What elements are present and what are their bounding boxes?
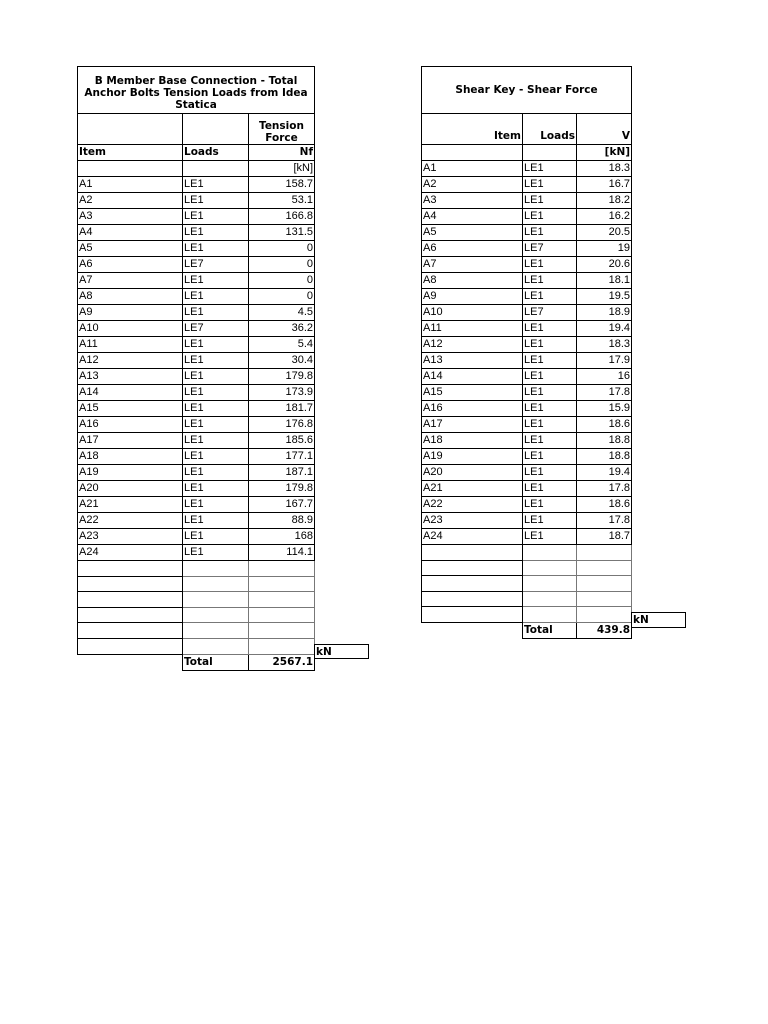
table-row <box>78 369 315 385</box>
empty-row <box>78 638 315 654</box>
table-row <box>422 513 632 529</box>
table-row <box>422 289 632 305</box>
header-blank-cell <box>183 114 249 145</box>
empty-row <box>78 592 315 608</box>
value-cell: 166.8 <box>249 209 315 225</box>
value-cell: 114.1 <box>249 545 315 561</box>
table-row <box>78 337 315 353</box>
table-row <box>422 161 632 177</box>
table-row <box>78 465 315 481</box>
empty-cell <box>249 638 315 654</box>
item-cell: A23 <box>78 529 183 545</box>
table-row <box>78 401 315 417</box>
empty-cell <box>78 576 183 592</box>
load-cell: LE1 <box>183 385 249 401</box>
table-row <box>78 225 315 241</box>
empty-cell <box>422 591 523 607</box>
value-cell: 19.4 <box>577 465 632 481</box>
table-row <box>78 305 315 321</box>
table-row <box>78 417 315 433</box>
table-row <box>422 305 632 321</box>
load-cell: LE1 <box>523 369 577 385</box>
value-cell: 19 <box>577 241 632 257</box>
load-cell: LE1 <box>183 369 249 385</box>
total-spacer <box>422 622 523 638</box>
load-cell: LE1 <box>523 465 577 481</box>
table-row <box>78 321 315 337</box>
table-row <box>78 289 315 305</box>
value-cell: 0 <box>249 241 315 257</box>
table-row <box>422 209 632 225</box>
empty-cell <box>249 607 315 623</box>
item-cell: A3 <box>78 209 183 225</box>
empty-cell <box>422 576 523 592</box>
value-cell: 16 <box>577 369 632 385</box>
value-cell: 19.4 <box>577 321 632 337</box>
empty-cell <box>523 607 577 623</box>
item-cell: A14 <box>78 385 183 401</box>
table-row <box>78 449 315 465</box>
item-cell: A13 <box>78 369 183 385</box>
load-cell: LE1 <box>183 193 249 209</box>
value-cell: 131.5 <box>249 225 315 241</box>
empty-cell <box>249 576 315 592</box>
total-spacer <box>78 654 183 670</box>
item-cell: A20 <box>422 465 523 481</box>
empty-row <box>422 560 632 576</box>
table-row <box>78 353 315 369</box>
value-cell: 17.8 <box>577 481 632 497</box>
empty-cell <box>577 607 632 623</box>
value-cell: 53.1 <box>249 193 315 209</box>
table-row <box>422 433 632 449</box>
table-row <box>422 465 632 481</box>
load-cell: LE1 <box>523 337 577 353</box>
table-row <box>78 209 315 225</box>
value-cell: 4.5 <box>249 305 315 321</box>
empty-cell <box>249 561 315 577</box>
empty-cell <box>577 576 632 592</box>
table-row <box>422 401 632 417</box>
empty-cell <box>183 592 249 608</box>
item-cell: A4 <box>78 225 183 241</box>
item-cell: A9 <box>422 289 523 305</box>
shear-table-body <box>422 67 632 639</box>
shear-unit-row <box>422 145 632 161</box>
load-cell: LE1 <box>183 449 249 465</box>
table-row <box>422 241 632 257</box>
load-cell: LE7 <box>183 257 249 273</box>
item-cell: A6 <box>78 257 183 273</box>
load-cell: LE7 <box>523 241 577 257</box>
item-cell: A11 <box>78 337 183 353</box>
empty-cell <box>78 638 183 654</box>
value-cell: 181.7 <box>249 401 315 417</box>
item-cell: A8 <box>78 289 183 305</box>
empty-cell <box>577 545 632 561</box>
empty-cell <box>78 592 183 608</box>
value-cell: 0 <box>249 257 315 273</box>
item-cell: A19 <box>422 449 523 465</box>
value-cell: 18.9 <box>577 305 632 321</box>
load-cell: LE1 <box>183 177 249 193</box>
table-row <box>422 481 632 497</box>
item-cell: A3 <box>422 193 523 209</box>
table-row <box>422 417 632 433</box>
item-cell: A21 <box>422 481 523 497</box>
table-row <box>78 193 315 209</box>
item-cell: A16 <box>422 401 523 417</box>
value-cell: 18.3 <box>577 161 632 177</box>
table-row <box>78 257 315 273</box>
value-cell: 18.3 <box>577 337 632 353</box>
empty-cell <box>422 560 523 576</box>
load-cell: LE1 <box>523 385 577 401</box>
tension-unit-row <box>78 161 315 177</box>
total-label: Total <box>523 622 577 638</box>
empty-row <box>422 591 632 607</box>
item-cell: A15 <box>78 401 183 417</box>
load-cell: LE7 <box>523 305 577 321</box>
table-row <box>78 241 315 257</box>
empty-cell <box>577 560 632 576</box>
value-cell: 158.7 <box>249 177 315 193</box>
item-cell: A12 <box>422 337 523 353</box>
load-cell: LE1 <box>523 513 577 529</box>
value-cell: 18.8 <box>577 433 632 449</box>
unit-blank-cell <box>183 161 249 177</box>
value-cell: 5.4 <box>249 337 315 353</box>
empty-cell <box>523 591 577 607</box>
tension-force-header: Tension Force <box>249 114 315 145</box>
header-blank-cell <box>78 114 183 145</box>
table-row <box>422 177 632 193</box>
table-row <box>78 545 315 561</box>
value-cell: 88.9 <box>249 513 315 529</box>
item-cell: A18 <box>78 449 183 465</box>
value-cell: 15.9 <box>577 401 632 417</box>
shear-header-row <box>422 114 632 145</box>
item-cell: A22 <box>422 497 523 513</box>
table-row <box>78 433 315 449</box>
value-cell: 173.9 <box>249 385 315 401</box>
load-cell: LE1 <box>183 513 249 529</box>
load-cell: LE1 <box>183 497 249 513</box>
value-cell: 19.5 <box>577 289 632 305</box>
total-value: 439.8 <box>577 622 632 638</box>
item-cell: A8 <box>422 273 523 289</box>
unit-cell: [kN] <box>249 161 315 177</box>
load-cell: LE1 <box>523 161 577 177</box>
value-cell: 187.1 <box>249 465 315 481</box>
unit-blank-cell <box>422 145 523 161</box>
empty-cell <box>78 623 183 639</box>
empty-cell <box>183 623 249 639</box>
empty-cell <box>523 545 577 561</box>
table-row <box>422 497 632 513</box>
empty-cell <box>183 576 249 592</box>
load-cell: LE1 <box>183 433 249 449</box>
tension-table-title: B Member Base Connection - Total Anchor Bolts Tension Loads from Idea Statica <box>78 67 315 114</box>
value-cell: 179.8 <box>249 369 315 385</box>
value-cell: 18.8 <box>577 449 632 465</box>
load-cell: LE1 <box>523 481 577 497</box>
value-cell: 18.2 <box>577 193 632 209</box>
empty-cell <box>249 592 315 608</box>
item-cell: A14 <box>422 369 523 385</box>
load-cell: LE1 <box>183 209 249 225</box>
table-row <box>422 257 632 273</box>
empty-cell <box>523 560 577 576</box>
tension-table <box>77 66 315 671</box>
table-row <box>78 497 315 513</box>
load-cell: LE1 <box>183 305 249 321</box>
empty-row <box>78 561 315 577</box>
load-cell: LE1 <box>183 273 249 289</box>
shear-table-title: Shear Key - Shear Force <box>422 67 632 114</box>
item-cell: A1 <box>78 177 183 193</box>
table-row <box>422 193 632 209</box>
load-cell: LE1 <box>183 353 249 369</box>
item-cell: A13 <box>422 353 523 369</box>
table-row <box>422 369 632 385</box>
value-cell: 17.8 <box>577 513 632 529</box>
value-cell: 176.8 <box>249 417 315 433</box>
empty-row <box>422 607 632 623</box>
empty-cell <box>422 607 523 623</box>
loads-column-header: Loads <box>523 114 577 145</box>
item-cell: A20 <box>78 481 183 497</box>
load-cell: LE1 <box>523 273 577 289</box>
value-cell: 18.7 <box>577 529 632 545</box>
table-row <box>422 321 632 337</box>
load-cell: LE1 <box>523 417 577 433</box>
load-cell: LE1 <box>183 545 249 561</box>
item-cell: A5 <box>78 241 183 257</box>
empty-cell <box>78 561 183 577</box>
item-cell: A1 <box>422 161 523 177</box>
total-unit: kN <box>314 644 369 660</box>
v-column-header: V <box>577 114 632 145</box>
load-cell: LE1 <box>523 177 577 193</box>
empty-cell <box>78 607 183 623</box>
empty-cell <box>183 607 249 623</box>
empty-row <box>78 607 315 623</box>
value-cell: 16.7 <box>577 177 632 193</box>
item-cell: A7 <box>422 257 523 273</box>
load-cell: LE1 <box>523 257 577 273</box>
unit-blank-cell <box>78 161 183 177</box>
item-cell: A19 <box>78 465 183 481</box>
item-cell: A9 <box>78 305 183 321</box>
empty-row <box>422 576 632 592</box>
empty-cell <box>523 576 577 592</box>
item-cell: A4 <box>422 209 523 225</box>
value-cell: 18.6 <box>577 417 632 433</box>
shear-title-row <box>422 67 632 114</box>
table-row <box>78 177 315 193</box>
item-cell: A12 <box>78 353 183 369</box>
value-cell: 18.1 <box>577 273 632 289</box>
tension-table-body <box>78 67 315 671</box>
item-cell: A6 <box>422 241 523 257</box>
value-cell: 16.2 <box>577 209 632 225</box>
load-cell: LE1 <box>183 289 249 305</box>
load-cell: LE1 <box>183 337 249 353</box>
item-cell: A17 <box>78 433 183 449</box>
empty-cell <box>183 561 249 577</box>
value-cell: 185.6 <box>249 433 315 449</box>
item-cell: A22 <box>78 513 183 529</box>
item-cell: A21 <box>78 497 183 513</box>
item-cell: A7 <box>78 273 183 289</box>
unit-blank-cell <box>523 145 577 161</box>
table-row <box>78 481 315 497</box>
table-row <box>422 449 632 465</box>
value-cell: 20.5 <box>577 225 632 241</box>
total-row <box>78 654 315 670</box>
table-row <box>422 337 632 353</box>
value-cell: 18.6 <box>577 497 632 513</box>
item-cell: A10 <box>422 305 523 321</box>
empty-cell <box>422 545 523 561</box>
item-column-header: Item <box>78 145 183 161</box>
table-row <box>422 529 632 545</box>
nf-column-header: Nf <box>249 145 315 161</box>
load-cell: LE1 <box>523 497 577 513</box>
empty-row <box>78 576 315 592</box>
loads-column-header: Loads <box>183 145 249 161</box>
item-cell: A5 <box>422 225 523 241</box>
empty-row <box>422 545 632 561</box>
item-cell: A24 <box>422 529 523 545</box>
value-cell: 0 <box>249 273 315 289</box>
tension-header-row-2 <box>78 145 315 161</box>
value-cell: 177.1 <box>249 449 315 465</box>
table-row <box>422 225 632 241</box>
value-cell: 168 <box>249 529 315 545</box>
total-unit: kN <box>631 612 686 628</box>
load-cell: LE1 <box>183 417 249 433</box>
table-row <box>78 273 315 289</box>
load-cell: LE1 <box>523 401 577 417</box>
item-cell: A2 <box>78 193 183 209</box>
total-label: Total <box>183 654 249 670</box>
value-cell: 30.4 <box>249 353 315 369</box>
tension-title-row <box>78 67 315 114</box>
table-row <box>422 353 632 369</box>
value-cell: 0 <box>249 289 315 305</box>
value-cell: 179.8 <box>249 481 315 497</box>
load-cell: LE1 <box>183 241 249 257</box>
table-row <box>422 385 632 401</box>
value-cell: 167.7 <box>249 497 315 513</box>
load-cell: LE7 <box>183 321 249 337</box>
empty-cell <box>183 638 249 654</box>
item-cell: A15 <box>422 385 523 401</box>
item-cell: A10 <box>78 321 183 337</box>
total-row <box>422 622 632 638</box>
load-cell: LE1 <box>183 225 249 241</box>
load-cell: LE1 <box>523 433 577 449</box>
table-row <box>78 513 315 529</box>
load-cell: LE1 <box>523 529 577 545</box>
load-cell: LE1 <box>523 193 577 209</box>
value-cell: 17.8 <box>577 385 632 401</box>
table-row <box>422 273 632 289</box>
unit-cell: [kN] <box>577 145 632 161</box>
item-cell: A23 <box>422 513 523 529</box>
load-cell: LE1 <box>523 289 577 305</box>
load-cell: LE1 <box>523 353 577 369</box>
item-cell: A18 <box>422 433 523 449</box>
item-cell: A24 <box>78 545 183 561</box>
load-cell: LE1 <box>523 449 577 465</box>
tension-header-row-1 <box>78 114 315 145</box>
empty-cell <box>249 623 315 639</box>
value-cell: 36.2 <box>249 321 315 337</box>
load-cell: LE1 <box>523 321 577 337</box>
item-cell: A17 <box>422 417 523 433</box>
item-cell: A11 <box>422 321 523 337</box>
value-cell: 20.6 <box>577 257 632 273</box>
value-cell: 17.9 <box>577 353 632 369</box>
table-row <box>78 529 315 545</box>
shear-table <box>421 66 632 639</box>
load-cell: LE1 <box>523 209 577 225</box>
table-row <box>78 385 315 401</box>
load-cell: LE1 <box>183 481 249 497</box>
load-cell: LE1 <box>183 529 249 545</box>
item-column-header: Item <box>422 114 523 145</box>
load-cell: LE1 <box>523 225 577 241</box>
empty-cell <box>577 591 632 607</box>
load-cell: LE1 <box>183 401 249 417</box>
load-cell: LE1 <box>183 465 249 481</box>
empty-row <box>78 623 315 639</box>
total-value: 2567.1 <box>249 654 315 670</box>
item-cell: A2 <box>422 177 523 193</box>
item-cell: A16 <box>78 417 183 433</box>
